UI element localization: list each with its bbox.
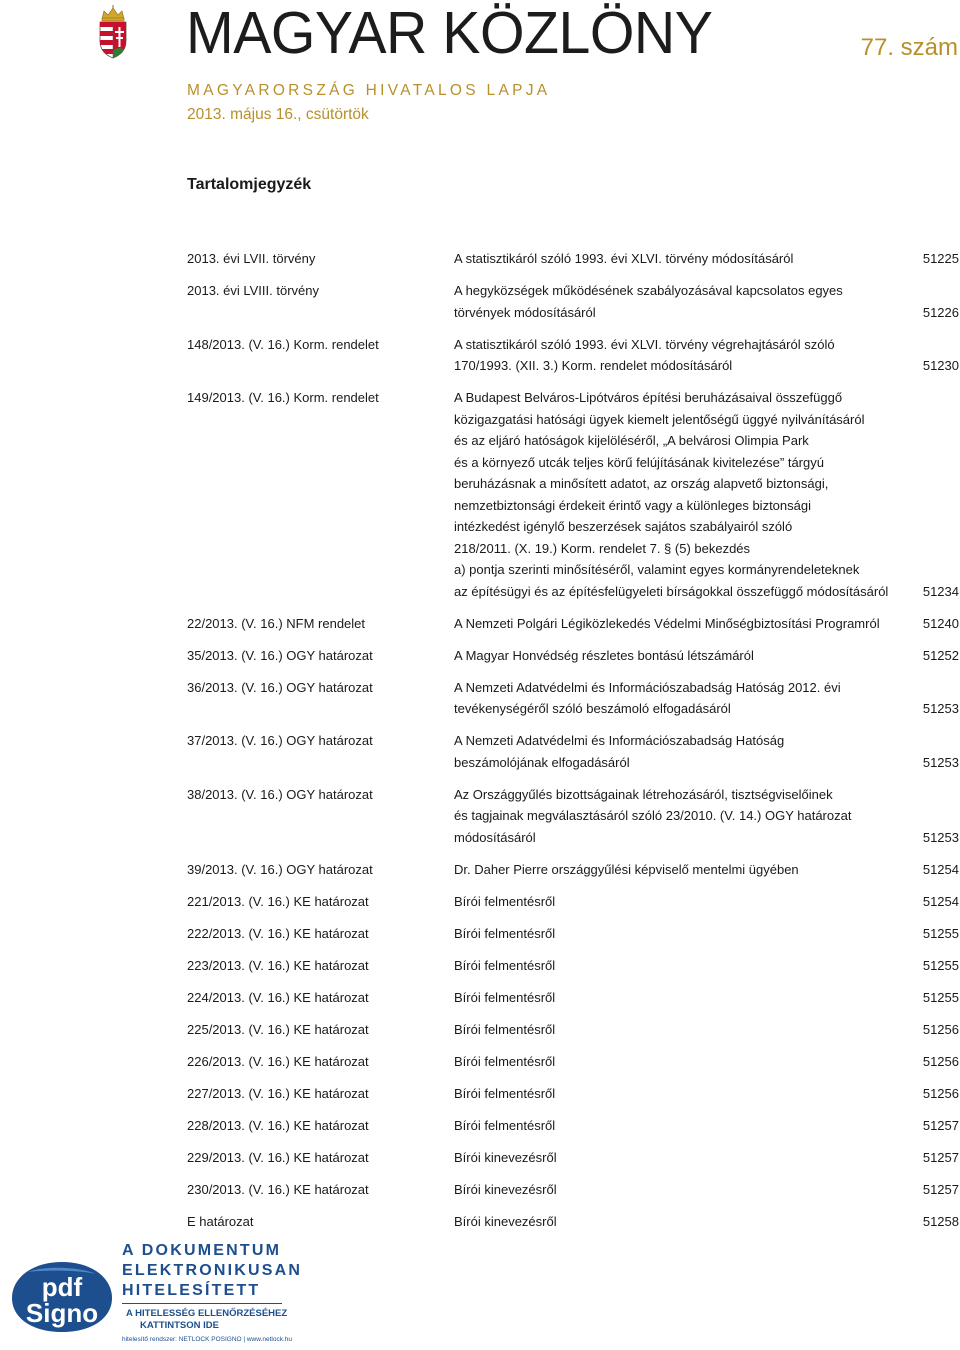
toc-entry-title-line: Bírói kinevezésről [454, 1213, 557, 1229]
toc-entry[interactable] [187, 891, 959, 913]
toc-entry-page: 51225 [922, 251, 959, 266]
toc-entry-title-line: és az eljáró hatóságok kijelöléséről, „A belvárosi Olimpia Park [454, 433, 809, 448]
toc-heading: Tartalomjegyzék [187, 176, 312, 193]
toc-entry-title [454, 1179, 911, 1201]
toc-entry-id: 2013. évi LVII. törvény [187, 251, 316, 266]
toc-entry-page: 51234 [922, 583, 959, 599]
toc-entry-title-line: Bírói felmentésről [454, 1117, 556, 1133]
toc-entry-page: 51256 [922, 1053, 959, 1069]
toc-entry-page: 51254 [922, 893, 959, 909]
stamp-divider [122, 1303, 282, 1304]
toc-entry[interactable] [187, 1179, 959, 1201]
toc-entry-title [454, 784, 911, 849]
toc-entry-title-line: a) pontja szerinti minősítéséről, valamint egyes kormányrendeleteknek [454, 562, 860, 577]
toc-entry[interactable] [187, 387, 959, 602]
authentication-stamp[interactable] [0, 1236, 303, 1350]
toc-entry-page: 51257 [922, 1149, 959, 1165]
toc-entry-title-line: törvények módosításáról [454, 304, 596, 320]
toc-entry-id: 35/2013. (V. 16.) OGY határozat [187, 647, 373, 663]
toc-entry-page: 51230 [922, 358, 959, 373]
toc-entry-id: 39/2013. (V. 16.) OGY határozat [187, 861, 373, 877]
toc-entry-page: 51257 [922, 1117, 959, 1133]
toc-entry[interactable] [187, 784, 959, 849]
toc-entry-page: 51226 [922, 304, 959, 320]
toc-entry-id: 229/2013. (V. 16.) KE határozat [187, 1149, 369, 1165]
toc-entry[interactable] [187, 987, 959, 1009]
stamp-logo-bottom: Signo [25, 1298, 99, 1328]
toc-entry-title-line: és tagjainak megválasztásáról szóló 23/2010. (V. 14.) OGY határozat [454, 808, 852, 823]
toc-entry-id: 225/2013. (V. 16.) KE határozat [187, 1021, 369, 1037]
coat-of-arms-icon [96, 5, 130, 59]
toc-entry[interactable] [187, 955, 959, 977]
toc-entry-page: 51256 [922, 1085, 959, 1101]
toc-entry-title-line: A statisztikáról szóló 1993. évi XLVI. törvény módosításáról [454, 251, 794, 266]
toc-entry-title-line: A hegyközségek működésének szabályozásával kapcsolatos egyes [454, 283, 843, 298]
toc-entry-title [454, 1083, 911, 1105]
toc-entry[interactable] [187, 1083, 959, 1105]
toc-entry-title-line: Bírói felmentésről [454, 989, 556, 1005]
toc-entry-title-line: beszámolójának elfogadásáról [454, 754, 630, 770]
publication-subtitle: MAGYARORSZÁG HIVATALOS LAPJA [187, 82, 551, 99]
toc-entry-title-line: nemzetbiztonsági érdekeit érintő vagy a különleges biztonsági [454, 497, 811, 513]
toc-entry-id: 22/2013. (V. 16.) NFM rendelet [187, 615, 366, 631]
toc-entry-id: 227/2013. (V. 16.) KE határozat [187, 1085, 369, 1101]
toc-entry-title [454, 645, 911, 667]
toc-entry-title-line: A Nemzeti Polgári Légiközlekedés Védelmi Minőségbiztosítási Programról [454, 615, 880, 631]
toc-entry[interactable] [187, 1115, 959, 1137]
toc-entry[interactable] [187, 923, 959, 945]
toc-entry-title-line: A Nemzeti Adatvédelmi és Információszabadság Hatóság 2012. évi [454, 679, 841, 695]
toc-entry[interactable] [187, 280, 959, 323]
toc-entry-title [454, 248, 911, 270]
toc-entry-page: 51254 [922, 861, 959, 877]
toc-entry-id: 228/2013. (V. 16.) KE határozat [187, 1117, 369, 1133]
toc-entry-title-line: 218/2011. (X. 19.) Korm. rendelet 7. § (5) bekezdés [454, 540, 751, 556]
toc-entry-title [454, 987, 911, 1009]
toc-entry-title-line: Bírói kinevezésről [454, 1149, 557, 1165]
toc-entry-title-line: Az Országgyűlés bizottságainak létrehozásáról, tisztségviselőinek [454, 786, 833, 802]
toc-entry-title [454, 387, 911, 602]
toc-entry-id: 37/2013. (V. 16.) OGY határozat [187, 733, 373, 748]
toc-entry-title-line: az építésügyi és az építésfelügyeleti bírságokkal összefüggő módosításáról [454, 583, 889, 599]
stamp-logo-top: pdf [41, 1272, 83, 1302]
toc-entry[interactable] [187, 1019, 959, 1041]
toc-entry-title-line: A Magyar Honvédség részletes bontású létszámáról [454, 647, 754, 663]
toc-entry-title [454, 334, 911, 377]
toc-entry[interactable] [187, 248, 959, 270]
stamp-line-electronically: ELEKTRONIKUSAN [122, 1262, 303, 1279]
toc-entry-title [454, 1147, 911, 1169]
toc-entry-title [454, 859, 911, 881]
stamp-line-authenticated: HITELESÍTETT [122, 1282, 261, 1299]
toc-entry-title-line: és a környező utcák teljes körű felújításának kivitelezése” tárgyú [454, 454, 824, 470]
toc-entry[interactable] [187, 1211, 959, 1233]
stamp-verify-label: A HITELESSÉG ELLENŐRZÉSÉHEZ [126, 1308, 288, 1319]
toc-entry-title-line: Bírói kinevezésről [454, 1181, 557, 1197]
toc-entry-title [454, 677, 911, 720]
toc-entry-id: 36/2013. (V. 16.) OGY határozat [187, 679, 373, 695]
toc-entry-page: 51255 [922, 989, 959, 1005]
toc-entry-page: 51255 [922, 925, 959, 941]
toc-entry-title-line: Dr. Daher Pierre országgyűlési képviselő mentelmi ügyében [454, 861, 799, 877]
table-of-contents [187, 248, 959, 1243]
toc-entry-id: 222/2013. (V. 16.) KE határozat [187, 925, 369, 941]
toc-entry-page: 51253 [922, 701, 959, 716]
toc-entry[interactable] [187, 1147, 959, 1169]
toc-entry-title-line: A Budapest Belváros-Lipótváros építési beruházásaival összefüggő [454, 390, 843, 405]
toc-entry-id: 230/2013. (V. 16.) KE határozat [187, 1181, 369, 1197]
toc-entry-title [454, 1019, 911, 1041]
toc-entry-page: 51257 [922, 1181, 959, 1197]
toc-entry-page: 51253 [922, 829, 959, 845]
toc-entry-title [454, 1211, 911, 1233]
toc-entry-id: 38/2013. (V. 16.) OGY határozat [187, 786, 373, 802]
publication-title: MAGYAR KÖZLÖNY [186, 0, 713, 66]
toc-entry-id: E határozat [187, 1213, 254, 1229]
toc-entry-page: 51255 [922, 957, 959, 973]
toc-entry-title-line: Bírói felmentésről [454, 1085, 556, 1101]
toc-entry-title-line: Bírói felmentésről [454, 925, 556, 941]
issue-number: 77. szám [860, 34, 958, 61]
toc-entry-title [454, 955, 911, 977]
toc-entry-title [454, 613, 911, 635]
stamp-provider-text: hitelesítő rendszer: NETLOCK POSIGNO | www.netlock.hu [122, 1336, 293, 1343]
toc-entry[interactable] [187, 677, 959, 720]
toc-entry-title-line: közigazgatási hatósági ügyek kiemelt jelentőségű üggyé nyilvánításáról [454, 411, 865, 427]
toc-entry-title-line: intézkedést igénylő beszerzések sajátos szabályairól szóló [454, 519, 793, 534]
toc-entry-page: 51256 [922, 1021, 959, 1037]
stamp-click-here-link[interactable]: KATTINTSON IDE [140, 1320, 219, 1331]
toc-entry-title [454, 1051, 911, 1073]
toc-entry-title-line: módosításáról [454, 829, 536, 845]
toc-entry-page: 51252 [922, 647, 959, 663]
toc-entry-title-line: A statisztikáról szóló 1993. évi XLVI. törvény végrehajtásáról szóló [454, 336, 835, 352]
toc-entry-title [454, 1115, 911, 1137]
toc-entry-title [454, 923, 911, 945]
toc-entry-id: 224/2013. (V. 16.) KE határozat [187, 989, 369, 1005]
toc-entry-title-line: Bírói felmentésről [454, 1053, 556, 1069]
toc-entry-page: 51240 [922, 615, 959, 631]
toc-entry-page: 51253 [922, 754, 959, 770]
toc-entry-title-line: 170/1993. (XII. 3.) Korm. rendelet módosításáról [454, 358, 733, 373]
toc-entry-page: 51258 [922, 1213, 959, 1229]
toc-entry-id: 2013. évi LVIII. törvény [187, 283, 319, 298]
toc-entry-title [454, 891, 911, 913]
toc-entry-title [454, 730, 911, 773]
pdfsigno-logo-icon [8, 1258, 116, 1336]
stamp-line-document: A DOKUMENTUM [122, 1242, 282, 1259]
toc-entry[interactable] [187, 1051, 959, 1073]
toc-entry-title-line: Bírói felmentésről [454, 893, 556, 909]
toc-entry[interactable] [187, 613, 959, 635]
toc-entry-id: 149/2013. (V. 16.) Korm. rendelet [187, 390, 379, 405]
toc-entry[interactable] [187, 645, 959, 667]
toc-entry-title-line: tevékenységéről szóló beszámoló elfogadásáról [454, 701, 731, 716]
publication-date: 2013. május 16., csütörtök [187, 106, 369, 123]
toc-entry-title-line: beruházásnak a minősített adatot, az ország alapvető biztonsági, [454, 476, 829, 491]
toc-entry-title-line: Bírói felmentésről [454, 1021, 556, 1037]
toc-entry-id: 148/2013. (V. 16.) Korm. rendelet [187, 336, 379, 352]
toc-entry[interactable] [187, 859, 959, 881]
toc-entry-id: 226/2013. (V. 16.) KE határozat [187, 1053, 369, 1069]
toc-entry-id: 223/2013. (V. 16.) KE határozat [187, 957, 369, 973]
toc-entry-title [454, 280, 911, 323]
toc-entry-id: 221/2013. (V. 16.) KE határozat [187, 893, 369, 909]
toc-entry[interactable] [187, 334, 959, 377]
toc-entry-title-line: A Nemzeti Adatvédelmi és Információszabadság Hatóság [454, 733, 785, 748]
toc-entry-title-line: Bírói felmentésről [454, 957, 556, 973]
toc-entry[interactable] [187, 730, 959, 773]
